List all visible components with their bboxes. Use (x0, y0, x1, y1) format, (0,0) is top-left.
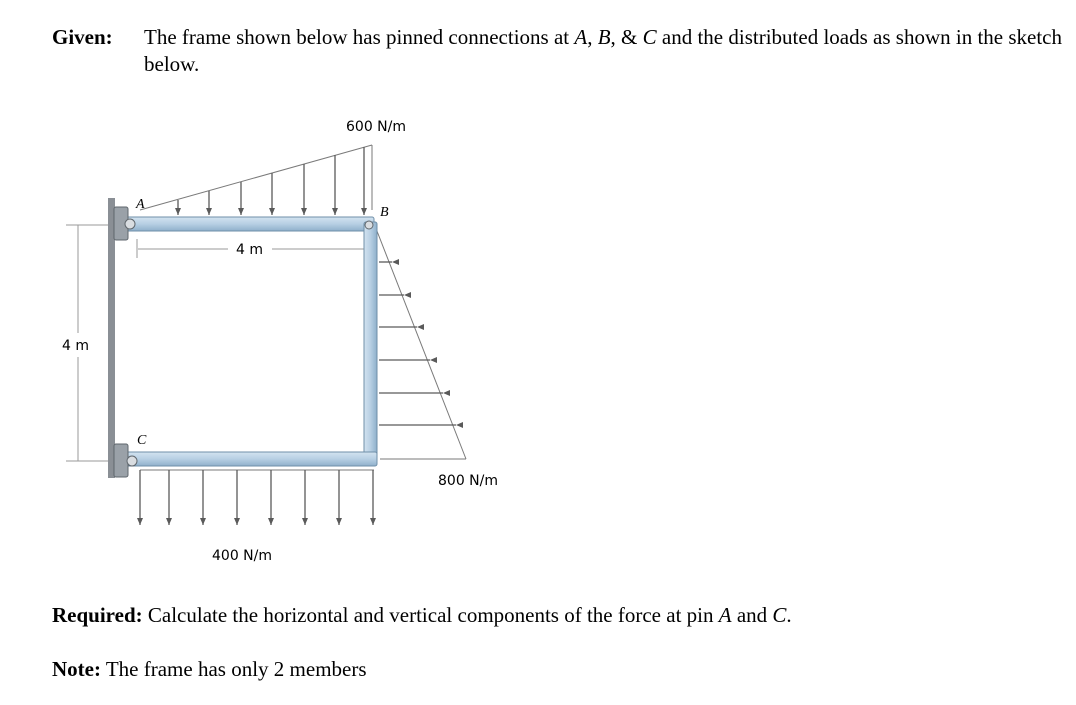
right-load-label: 800 N/m (438, 473, 498, 489)
required-statement (52, 603, 792, 628)
vertical-dimension-label: 4 m (62, 338, 89, 354)
wall-support (108, 198, 115, 478)
given-pin-c: C (642, 25, 657, 49)
top-load-envelope (140, 145, 372, 210)
pin-support-c (114, 444, 137, 477)
right-load-envelope (375, 226, 466, 459)
given-text-part-1: The frame shown below has pinned connections at (144, 25, 575, 49)
member-bc-horizontal (126, 452, 377, 466)
bottom-load-label: 400 N/m (212, 548, 272, 564)
given-pin-a: A (574, 25, 588, 49)
required-pin-a: A (718, 603, 732, 627)
point-a-label: A (136, 197, 145, 212)
required-and: and (731, 603, 773, 627)
required-pin-c: C (772, 603, 787, 627)
given-comma: , (587, 25, 598, 49)
top-load-label: 600 N/m (346, 119, 406, 135)
required-label: Required: (52, 603, 143, 627)
right-distributed-load (375, 226, 466, 459)
top-distributed-load (140, 145, 372, 215)
pin-support-a (114, 207, 135, 240)
pin-b (365, 221, 373, 229)
member-bc-vertical (364, 222, 377, 464)
member-ab (126, 217, 374, 231)
required-period: . (786, 603, 792, 627)
bottom-distributed-load (140, 470, 374, 525)
horizontal-dimension-label: 4 m (236, 242, 263, 258)
point-b-label: B (380, 205, 389, 220)
point-c-label: C (137, 433, 147, 448)
given-ampersand: , & (610, 25, 643, 49)
given-label: Given: (52, 25, 113, 49)
note-label: Note: (52, 657, 101, 681)
note-statement (52, 657, 367, 682)
note-text: The frame has only 2 members (100, 657, 367, 681)
required-text-part-1: Calculate the horizontal and vertical components of the force at pin (142, 603, 719, 627)
given-pin-b: B (597, 25, 611, 49)
given-text-part-2: and the distributed loads as shown in the sketch below. (144, 25, 1063, 76)
